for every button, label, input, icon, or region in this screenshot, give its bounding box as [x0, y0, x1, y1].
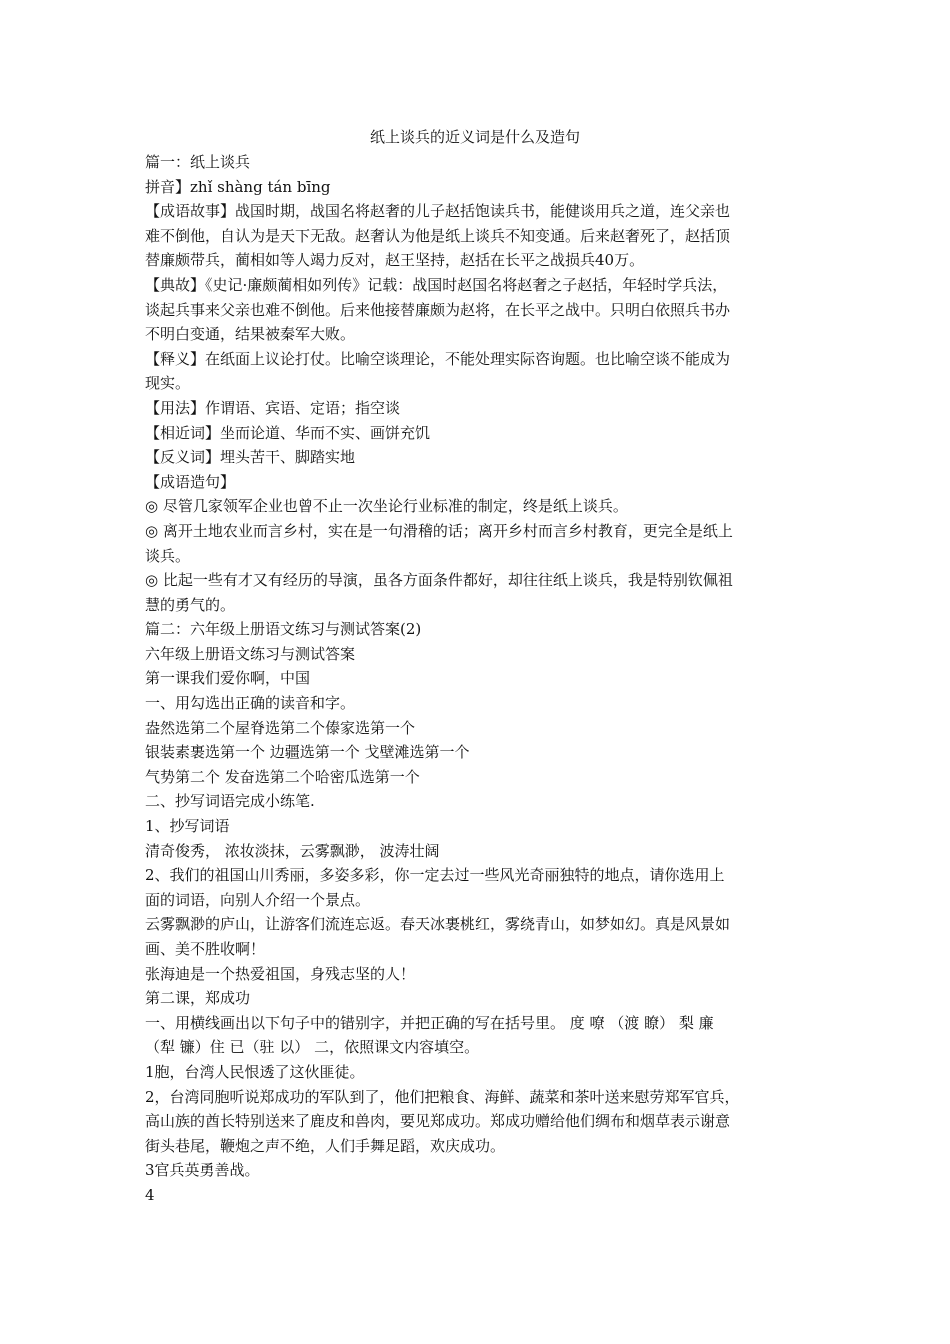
text-line: 篇一：纸上谈兵 [145, 153, 251, 171]
text-line: ◎ 离开土地农业而言乡村，实在是一句滑稽的话；离开乡村而言乡村教育，更完全是纸上 [145, 521, 733, 540]
text-line: 【成语造句】 [145, 472, 236, 491]
document-body [145, 150, 813, 1208]
text-line: 第一课我们爱你啊，中国 [145, 669, 311, 688]
text-line: 【释义】在纸面上议论打仗。比喻空谈理论，不能处理实际咨询题。也比喻空谈不能成为 [145, 349, 731, 368]
text-line: 张海迪是一个热爱祖国，身残志坚的人！ [145, 964, 416, 983]
text-line: ◎ 比起一些有才又有经历的导演，虽各方面条件都好，却往往纸上谈兵，我是特别钦佩祖 [145, 571, 733, 590]
text-line: 谈起兵事来父亲也难不倒他。后来他接替廉颇为赵将，在长平之战中。只明白依照兵书办 [145, 300, 731, 319]
text-line: 云雾飘渺的庐山，让游客们流连忘返。春天冰裹桃红，雾绕青山，如梦如幻。真是风景如 [145, 915, 731, 934]
text-line: 慧的勇气的。 [145, 595, 236, 614]
text-line: 谈兵。 [145, 546, 191, 565]
text-line: 街头巷尾，鞭炮之声不绝，人们手舞足蹈，欢庆成功。 [145, 1136, 506, 1155]
text-line: 拼音】zhǐ shàng tán bīng [145, 177, 331, 196]
text-line: 现实。 [145, 374, 191, 393]
text-line: 1胞，台湾人民恨透了这伙匪徒。 [145, 1062, 365, 1081]
text-line: 【相近词】坐而论道、华而不实、画饼充饥 [145, 423, 431, 442]
document-title: 纸上谈兵的近义词是什么及造句 [369, 128, 580, 146]
text-line: 盎然选第二个屋脊选第二个傣家选第一个 [145, 718, 416, 737]
text-line: 银装素裹选第一个 边疆选第一个 戈壁滩选第一个 [145, 743, 470, 762]
text-line: 面的词语，向别人介绍一个景点。 [145, 890, 371, 909]
text-line: 4 [145, 1185, 155, 1204]
text-line: ◎ 尽管几家领军企业也曾不止一次坐论行业标准的制定，终是纸上谈兵。 [145, 497, 628, 516]
text-line: 【成语故事】战国时期，战国名将赵奢的儿子赵括饱读兵书，能健谈用兵之道，连父亲也 [145, 202, 731, 221]
text-line: 【典故】《史记·廉颇蔺相如列传》记载：战国时赵国名将赵奢之子赵括，年轻时学兵法， [145, 275, 728, 294]
text-line: 二、抄写词语完成小练笔. [145, 792, 315, 811]
text-line: 气势第二个 发奋选第二个哈密瓜选第一个 [145, 767, 420, 786]
text-line: 3官兵英勇善战。 [145, 1161, 260, 1180]
text-line: 1、抄写词语 [145, 817, 230, 836]
text-line: 清奇俊秀， 浓妆淡抹，云雾飘渺， 波涛壮阔 [145, 841, 440, 860]
text-line: 高山族的酋长特别送来了鹿皮和兽肉，要见郑成功。郑成功赠给他们绸布和烟草表示谢意 [145, 1112, 731, 1131]
text-line: 【用法】作谓语、宾语、定语；指空谈 [145, 398, 401, 417]
text-line: 篇二：六年级上册语文练习与测试答案(2) [145, 620, 422, 639]
text-line: 难不倒他，自认为是天下无敌。赵奢认为他是纸上谈兵不知变通。后来赵奢死了，赵括顶 [145, 226, 731, 245]
text-line: （犁 镰）住 已（驻 以） 二，依照课文内容填空。 [145, 1038, 480, 1057]
text-line: 替廉颇带兵，蔺相如等人竭力反对，赵王坚持，赵括在长平之战损兵40万。 [145, 251, 645, 270]
text-line: 【反义词】埋头苦干、脚踏实地 [145, 448, 356, 467]
text-line: 一、用横线画出以下句子中的错别字，并把正确的写在括号里。 度 嘹 （渡 瞭） 梨 廉 [145, 1013, 714, 1032]
text-line: 2、我们的祖国山川秀丽，多姿多彩，你一定去过一些风光奇丽独特的地点，请你选用上 [145, 866, 725, 885]
text-line: 六年级上册语文练习与测试答案 [145, 644, 356, 663]
text-line: 第二课，郑成功 [145, 989, 251, 1008]
text-line: 画、美不胜收啊！ [145, 940, 266, 958]
text-line: 不明白变通，结果被秦军大败。 [145, 325, 356, 344]
text-line: 2，台湾同胞听说郑成功的军队到了，他们把粮食、海鲜、蔬菜和茶叶送来慰劳郑军官兵， [145, 1087, 740, 1106]
text-line: 一、用勾选出正确的读音和字。 [145, 694, 356, 713]
